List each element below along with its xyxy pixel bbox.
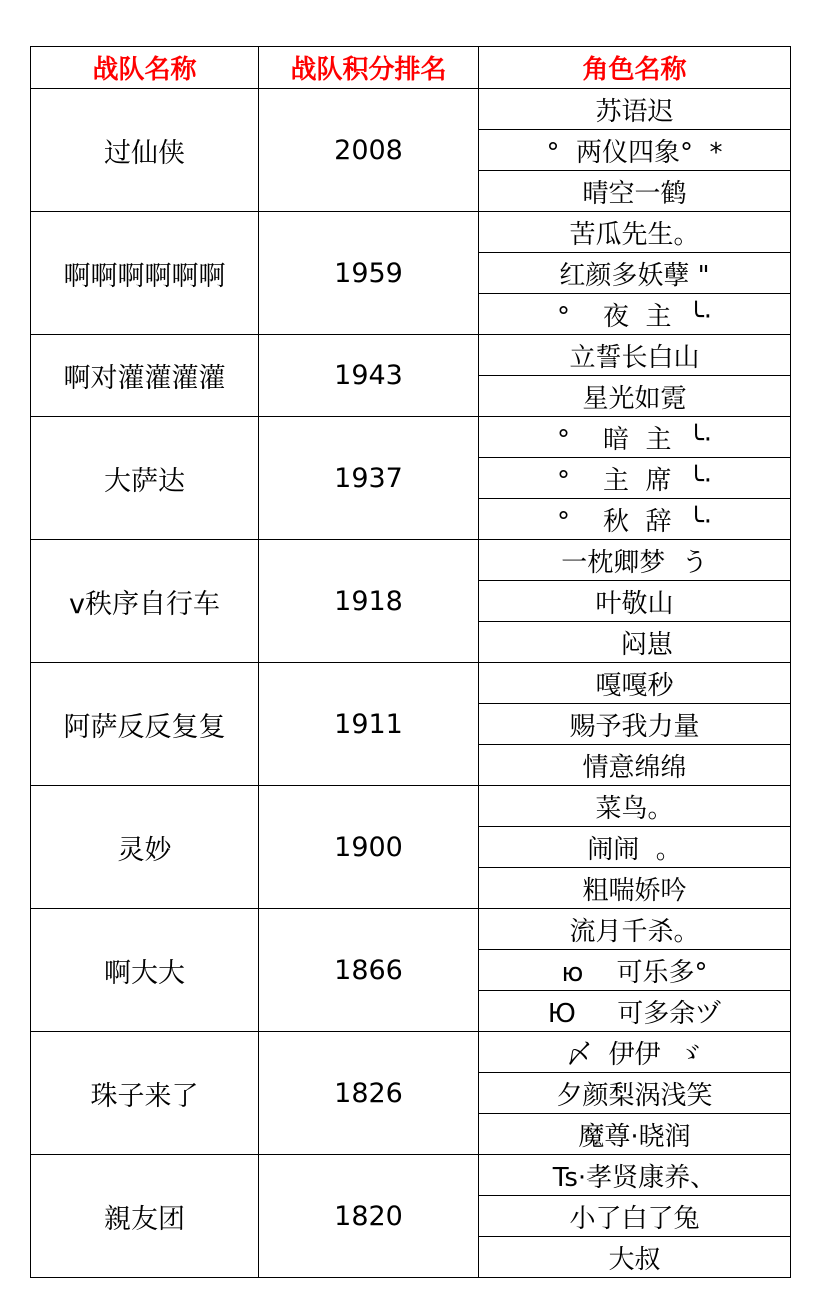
team-name: v秩序自行车 <box>31 540 259 663</box>
team-ranking-table <box>30 46 791 1278</box>
team-name: 过仙侠 <box>31 89 259 212</box>
character-name: 星光如霓 <box>479 376 791 417</box>
character-name: 流月千杀。 <box>479 909 791 950</box>
character-name: Ю 可多余ヅ <box>479 991 791 1032</box>
character-name: 菜鸟。 <box>479 786 791 827</box>
table-row <box>31 212 791 253</box>
table-row <box>31 540 791 581</box>
character-name: ° 两仪四象° * <box>479 130 791 171</box>
character-name: 苏语迟 <box>479 89 791 130</box>
character-name: 闹闹 。 <box>479 827 791 868</box>
character-name: ° 夜 主 ╰· <box>479 294 791 335</box>
header-row <box>31 47 791 89</box>
header-team-score-rank: 战队积分排名 <box>259 47 479 89</box>
team-name: 親友团 <box>31 1155 259 1278</box>
table-row <box>31 663 791 704</box>
table-row <box>31 1032 791 1073</box>
character-name: ° 主 席 ╰· <box>479 458 791 499</box>
team-name: 大萨达 <box>31 417 259 540</box>
character-name: 嘎嘎秒 <box>479 663 791 704</box>
team-name: 啊对灌灌灌灌 <box>31 335 259 417</box>
team-name: 灵妙 <box>31 786 259 909</box>
header-character-name: 角色名称 <box>479 47 791 89</box>
character-name: 情意绵绵 <box>479 745 791 786</box>
team-name: 啊啊啊啊啊啊 <box>31 212 259 335</box>
team-score: 1866 <box>259 909 479 1032</box>
table-row <box>31 909 791 950</box>
character-name: 叶敬山 <box>479 581 791 622</box>
table-row <box>31 1155 791 1196</box>
table-row <box>31 786 791 827</box>
header-team-name: 战队名称 <box>31 47 259 89</box>
character-name: 粗喘娇吟 <box>479 868 791 909</box>
character-name: 苦瓜先生。 <box>479 212 791 253</box>
character-name: Ts·孝贤康养、 <box>479 1155 791 1196</box>
character-name: 晴空一鹤 <box>479 171 791 212</box>
team-score: 1900 <box>259 786 479 909</box>
team-score: 1918 <box>259 540 479 663</box>
character-name: 大叔 <box>479 1237 791 1278</box>
character-name: ° 秋 辞 ╰· <box>479 499 791 540</box>
team-score: 1943 <box>259 335 479 417</box>
character-name: 魔尊·晓润 <box>479 1114 791 1155</box>
character-name: 小了白了兔 <box>479 1196 791 1237</box>
character-name: 夕颜梨涡浅笑 <box>479 1073 791 1114</box>
team-score: 1911 <box>259 663 479 786</box>
character-name: ю 可乐多° <box>479 950 791 991</box>
character-name: ° 暗 主 ╰· <box>479 417 791 458</box>
table-row <box>31 335 791 376</box>
character-name: 闷崽 <box>479 622 791 663</box>
team-score: 1826 <box>259 1032 479 1155</box>
table-row <box>31 89 791 130</box>
character-name: 立誓长白山 <box>479 335 791 376</box>
character-name: 红颜多妖孽 " <box>479 253 791 294</box>
team-score: 2008 <box>259 89 479 212</box>
team-name: 阿萨反反复复 <box>31 663 259 786</box>
team-score: 1937 <box>259 417 479 540</box>
team-name: 珠子来了 <box>31 1032 259 1155</box>
character-name: 一枕卿梦 う <box>479 540 791 581</box>
character-name: 〆 伊伊 ゞ <box>479 1032 791 1073</box>
team-score: 1820 <box>259 1155 479 1278</box>
table-row <box>31 417 791 458</box>
character-name: 赐予我力量 <box>479 704 791 745</box>
team-score: 1959 <box>259 212 479 335</box>
team-name: 啊大大 <box>31 909 259 1032</box>
